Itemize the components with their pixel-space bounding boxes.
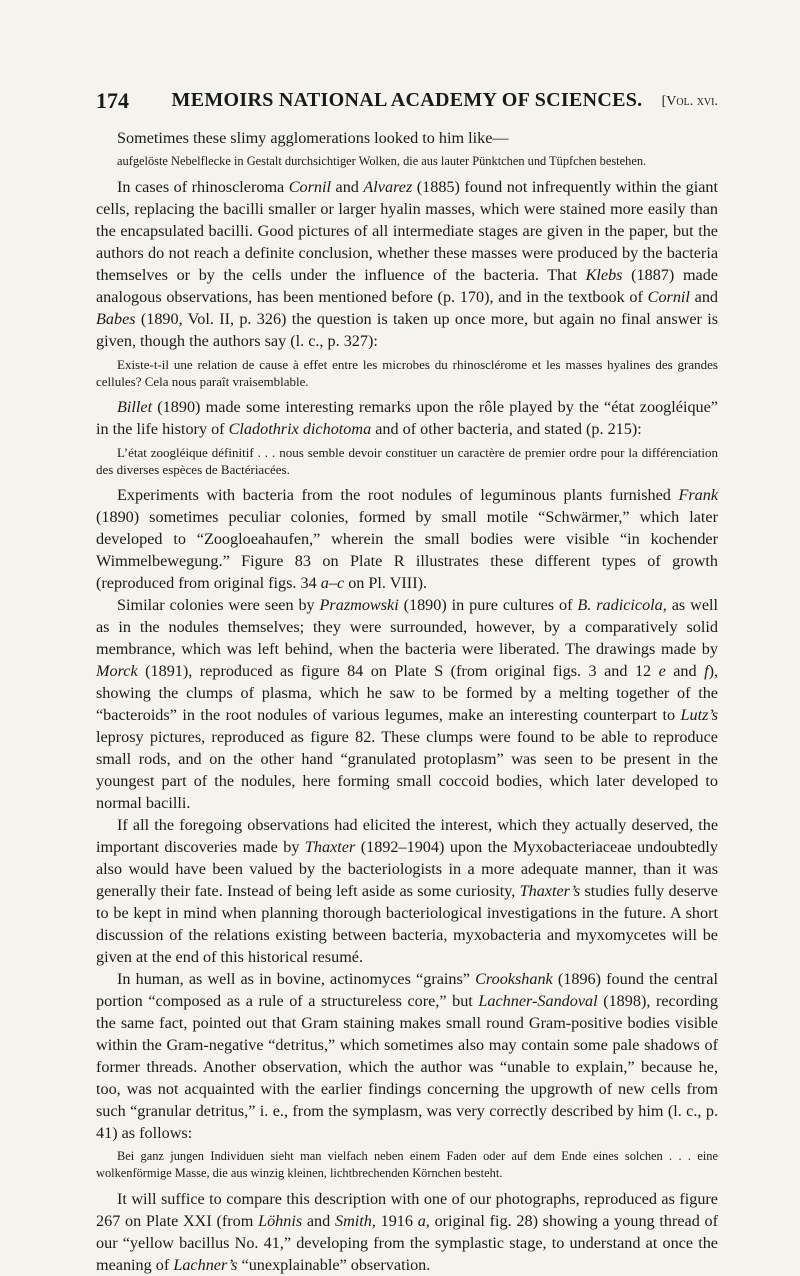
text-run: original fig. 28) showing a young thread of our “yellow bacillus No. 41,” developing from the symplastic stage, to understand at once the meaning of: [96, 1212, 718, 1274]
text-run: (1890) made some interesting remarks upon the rôle played by the “état zoogléique” in the life history of: [96, 398, 718, 438]
text-run: 1916: [375, 1212, 418, 1230]
italic-text: Frank: [678, 486, 718, 504]
text-run: “unexplainable” observation.: [237, 1256, 431, 1274]
italic-text: Babes: [96, 310, 136, 328]
running-head: MEMOIRS NATIONAL ACADEMY OF SCIENCES.: [171, 89, 643, 111]
text-run: (1887) made analogous observations, has been mentioned before (p. 170), and in the textbook of: [96, 266, 718, 306]
italic-text: f: [704, 662, 709, 680]
block-quote: aufgelöste Nebelflecke in Gestalt durchsichtiger Wolken, die aus lauter Pünktchen und Tüpfchen bestehen.: [117, 154, 647, 168]
italic-text: Prazmowski: [319, 596, 399, 614]
text-run: leprosy pictures, reproduced as figure 82. These clumps were found to be able to reproduce small rods, and on the other hand “granulated protoplasm” was seen to be present in the youngest part of the nodules, here forming small coccoid bodies, which later developed to normal bacilli.: [96, 728, 718, 812]
block-quote: Bei ganz jungen Individuen sieht man vielfach neben einem Faden oder auf dem Ende eines solchen . . . eine wolkenförmige Masse, die aus winzig kleinen, lichtbrechenden Körnchen besteht.: [96, 1149, 718, 1180]
italic-text: Thaxter: [304, 838, 356, 856]
italic-text: Morck: [96, 662, 138, 680]
text-run: and: [302, 1212, 335, 1230]
paragraph: [96, 484, 718, 594]
text-run: In human, as well as in bovine, actinomyces “grains”: [117, 970, 476, 988]
italic-text: Lutz’s: [680, 706, 718, 724]
italic-text: Crookshank: [475, 970, 553, 988]
italic-text: e: [658, 662, 666, 680]
volume-label: [Vol. xvi.: [661, 94, 718, 109]
text-run: (1890, Vol. II, p. 326) the question is taken up once more, but again no final answer is given, though the authors say (l. c., p. 327):: [96, 310, 718, 350]
paragraph: [96, 176, 718, 352]
text-run: Similar colonies were seen by: [117, 596, 320, 614]
italic-text: a,: [417, 1212, 430, 1230]
italic-text: Lachner-Sandoval: [478, 992, 598, 1010]
text-run: ), showing the clumps of plasma, which he saw to be formed by a melting together of the “bacteroids” in the root nodules of various legumes, make an interesting counterpart to: [96, 662, 719, 724]
text-run: If all the foregoing observations had elicited the interest, which they actually deserved, the important discoveries made by: [96, 816, 718, 856]
text-run: studies fully deserve to be kept in mind when planning thorough bacteriological investigations in the future. A short discussion of the relations existing between bacteria, myxobacteria and myxomycetes will be given at the end of this historical resumé.: [96, 882, 718, 966]
block-quote: L’état zoogléique définitif . . . nous semble devoir constituer un caractère de premier ordre pour la différenciation des diverses espèces de Bactériacées.: [96, 445, 718, 477]
italic-text: Löhnis: [258, 1212, 303, 1230]
text-run: In cases of rhinoscleroma: [117, 178, 289, 196]
italic-text: Alvarez: [363, 178, 413, 196]
text-run: as well as in the nodules themselves; they were surrounded, however, by a comparatively solid membrance, which was left behind, when the bacteria were liberated. The drawings made by: [96, 596, 718, 658]
italic-text: Cornil: [647, 288, 690, 306]
paragraph: Sometimes these slimy agglomerations looked to him like—: [117, 129, 509, 147]
page-number: 174: [96, 88, 129, 113]
page-header: [96, 88, 718, 116]
paragraph: [96, 594, 718, 814]
text-run: Experiments with bacteria from the root nodules of leguminous plants furnished: [117, 486, 679, 504]
text-run: (1885) found not infrequently within the giant cells, replacing the bacilli smaller or larger hyalin masses, which were stained more easily than the encapsulated bacilli. Good pictures of all intermediate stages are given in the paper, but the authors do not reach a definite conclusion, whether these masses were produced by the bacteria themselves or by the cells under the influence of the bacteria. That: [96, 178, 719, 284]
body-text: [96, 127, 718, 1276]
italic-text: Cornil: [288, 178, 332, 196]
text-run: on Pl. VIII).: [344, 574, 428, 592]
italic-text: Thaxter’s: [519, 882, 581, 900]
text-run: (1891), reproduced as figure 84 on Plate S (from original figs. 3 and 12: [137, 662, 659, 680]
italic-text: Klebs: [585, 266, 623, 284]
text-run: (1890) sometimes peculiar colonies, formed by small motile “Schwärmer,” which later developed to “Zoogloeahaufen,” wherein the small bodies were visible “in kochender Wimmelbewegung.” Figure 83 on Plate R illustrates these different types of growth (reproduced from original figs. 34: [96, 508, 718, 592]
paragraph: [96, 968, 718, 1144]
text-run: (1898), recording the same fact, pointed out that Gram staining makes small round Gram-positive bodies visible within the Gram-negative “detritus,” which sometimes also may contain some pale shadows of former threads. Another observation, which the author was “unable to explain,” because he, too, was not acquainted with the earlier findings concerning the upgrowth of new cells from such “granular detritus,” i. e., from the symplasm, was very correctly described by him (l. c., p. 41) as follows:: [96, 992, 718, 1142]
text-run: and: [665, 662, 705, 680]
text-run: and: [331, 178, 364, 196]
text-run: (1896) found the central portion “composed as a rule of a structureless core,” but: [96, 970, 718, 1010]
text-run: It will suffice to compare this description with one of our photographs, reproduced as figure 267 on Plate XXI (from: [96, 1190, 718, 1230]
paragraph: [96, 814, 718, 968]
text-run: (1892–1904) upon the Myxobacteriaceae undoubtedly also would have been valued by the bacteriologists in a more adequate manner, than it was generally their fate. Instead of being left aside as some curiosity,: [96, 838, 718, 900]
text-run: and: [689, 288, 719, 306]
block-quote: Existe-t-il une relation de cause à effet entre les microbes du rhinosclérome et les masses hyalines des grandes cellules? Cela nous paraît vraisemblable.: [96, 357, 718, 389]
italic-text: a–c: [320, 574, 345, 592]
italic-text: Cladothrix dichotoma: [228, 420, 372, 438]
italic-text: Lachner’s: [173, 1256, 238, 1274]
italic-text: B. radicicola,: [577, 596, 667, 614]
text-run: and of other bacteria, and stated (p. 215):: [371, 420, 642, 438]
paragraph: [96, 396, 718, 440]
italic-text: Billet: [117, 398, 153, 416]
text-run: (1890) in pure cultures of: [398, 596, 578, 614]
paragraph: [96, 1188, 718, 1276]
italic-text: Smith,: [334, 1212, 376, 1230]
